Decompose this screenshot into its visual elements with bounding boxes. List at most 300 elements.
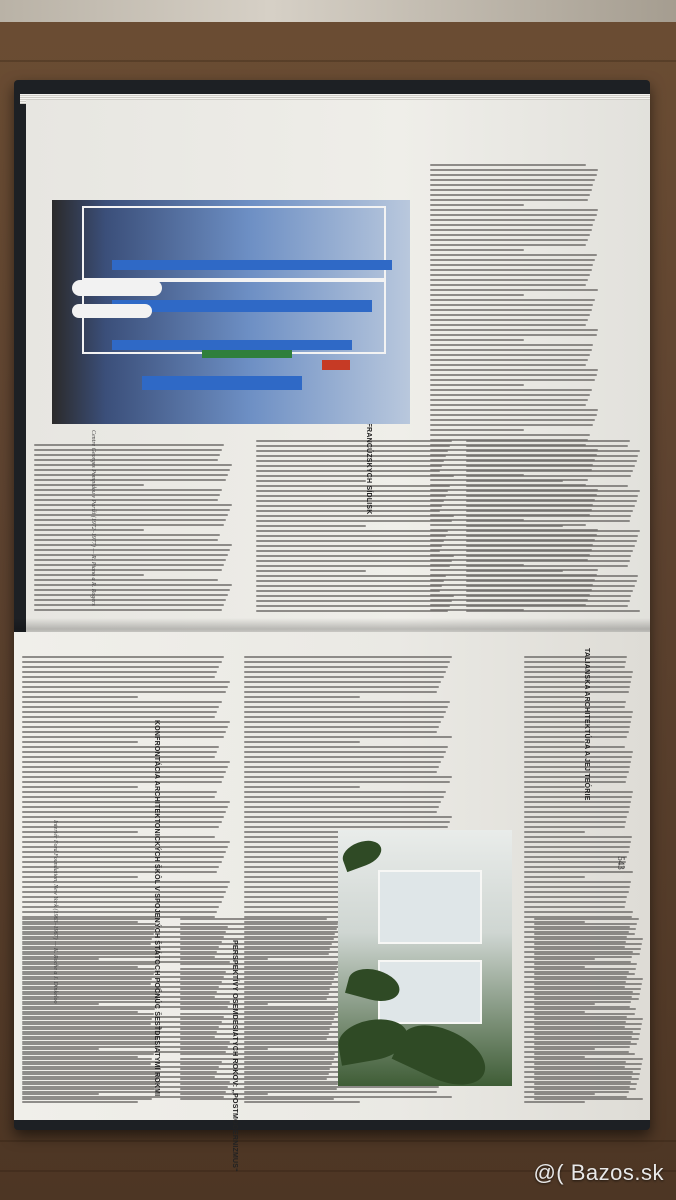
- text-line: [430, 434, 590, 436]
- text-column: [34, 444, 234, 611]
- text-line: [524, 811, 629, 813]
- text-line: [524, 736, 627, 738]
- foliage: [392, 1013, 495, 1086]
- text-line: [430, 229, 592, 231]
- text-line: [466, 495, 638, 497]
- text-line: [244, 686, 439, 688]
- text-line: [524, 881, 631, 883]
- text-line: [466, 510, 633, 512]
- text-line: [244, 721, 441, 723]
- text-line: [22, 786, 138, 788]
- text-line: [430, 414, 597, 416]
- text-line: [524, 711, 633, 713]
- text-line: [180, 948, 330, 950]
- text-line: [466, 505, 635, 507]
- text-line: [22, 1043, 156, 1045]
- text-line: [244, 1101, 360, 1103]
- text-line: [256, 485, 450, 487]
- text-line: [524, 666, 625, 668]
- text-line: [534, 1013, 635, 1015]
- text-line: [244, 661, 450, 663]
- text-line: [34, 469, 230, 471]
- text-line: [524, 791, 633, 793]
- text-line: [466, 555, 631, 557]
- text-line: [180, 1028, 330, 1030]
- text-line: [256, 560, 452, 562]
- text-line: [524, 751, 633, 753]
- text-line: [256, 610, 448, 612]
- text-line: [244, 826, 448, 828]
- text-line: [244, 801, 441, 803]
- text-line: [180, 1073, 329, 1075]
- text-line: [244, 706, 448, 708]
- text-line: [524, 841, 631, 843]
- text-line: [244, 781, 450, 783]
- text-line: [22, 948, 161, 950]
- text-line: [430, 254, 597, 256]
- text-line: [180, 963, 338, 965]
- photo-garden-interior: [338, 830, 512, 1086]
- text-line: [534, 1093, 595, 1095]
- text-line: [256, 480, 366, 482]
- text-line: [256, 605, 450, 607]
- text-line: [22, 766, 228, 768]
- text-line: [534, 928, 636, 930]
- photo-caption-bottom: Interiér Ford Foundation, New York (1963–1967) — K. Roche a J. Dinkeloo: [52, 820, 58, 1004]
- text-line: [244, 736, 452, 738]
- text-line: [22, 726, 228, 728]
- text-line: [22, 741, 138, 743]
- text-line: [180, 923, 338, 925]
- text-line: [180, 1093, 268, 1095]
- text-line: [34, 604, 224, 606]
- text-line: [34, 544, 232, 546]
- text-line: [466, 530, 640, 532]
- text-line: [534, 953, 640, 955]
- text-line: [244, 756, 444, 758]
- text-line: [430, 234, 590, 236]
- text-line: [534, 1053, 635, 1055]
- text-line: [524, 716, 632, 718]
- text-line: [34, 534, 220, 536]
- text-line: [34, 609, 222, 611]
- text-line: [22, 1038, 158, 1040]
- text-line: [22, 696, 138, 698]
- text-line: [22, 816, 224, 818]
- text-line: [524, 871, 633, 873]
- text-line: [34, 444, 224, 446]
- text-line: [22, 1073, 159, 1075]
- text-line: [466, 610, 640, 612]
- text-line: [256, 595, 454, 597]
- text-line: [244, 656, 452, 658]
- text-line: [256, 540, 444, 542]
- text-line: [430, 344, 593, 346]
- text-line: [22, 1048, 99, 1050]
- text-line: [244, 741, 360, 743]
- text-line: [524, 696, 585, 698]
- text-line: [22, 751, 217, 753]
- text-line: [256, 500, 444, 502]
- text-line: [430, 209, 598, 211]
- text-line: [430, 259, 595, 261]
- text-line: [534, 963, 637, 965]
- text-line: [524, 876, 585, 878]
- text-line: [534, 918, 639, 920]
- text-line: [180, 1043, 338, 1045]
- text-line: [524, 911, 633, 913]
- text-line: [22, 1018, 152, 1020]
- text-line: [256, 465, 442, 467]
- text-line: [256, 490, 448, 492]
- palm-leaf: [339, 836, 385, 872]
- text-line: [256, 545, 442, 547]
- text-line: [22, 791, 217, 793]
- photo-caption-top: Centre Georges Pompidou v Paríži (1972–1977) — R. Piano a R. Rogers: [90, 430, 96, 606]
- text-line: [430, 319, 588, 321]
- floor-top-strip: [0, 0, 676, 22]
- text-line: [22, 943, 151, 945]
- text-line: [22, 1088, 155, 1090]
- text-line: [22, 701, 222, 703]
- text-line: [256, 460, 444, 462]
- text-line: [34, 524, 224, 526]
- text-line: [430, 174, 597, 176]
- text-line: [524, 831, 585, 833]
- text-line: [430, 399, 588, 401]
- text-line: [22, 1053, 154, 1055]
- text-line: [180, 1023, 332, 1025]
- text-line: [534, 933, 635, 935]
- text-line: [430, 359, 588, 361]
- text-line: [466, 535, 638, 537]
- text-line: [256, 520, 452, 522]
- text-line: [534, 983, 642, 985]
- text-line: [22, 676, 215, 678]
- text-line: [466, 540, 637, 542]
- text-line: [524, 896, 627, 898]
- text-line: [430, 224, 593, 226]
- text-line: [244, 711, 446, 713]
- text-line: [180, 973, 335, 975]
- text-line: [466, 460, 637, 462]
- text-line: [256, 600, 452, 602]
- text-line: [430, 384, 524, 386]
- text-line: [180, 1058, 334, 1060]
- text-line: [244, 751, 446, 753]
- text-line: [466, 475, 631, 477]
- text-line: [256, 550, 440, 552]
- text-line: [466, 485, 628, 487]
- text-line: [244, 681, 441, 683]
- text-line: [34, 529, 144, 531]
- text-line: [244, 816, 452, 818]
- text-line: [466, 520, 630, 522]
- text-line: [430, 244, 586, 246]
- text-line: [180, 1068, 330, 1070]
- text-line: [524, 746, 625, 748]
- text-column: [466, 440, 642, 612]
- text-line: [34, 504, 232, 506]
- text-line: [534, 1028, 641, 1030]
- text-line: [466, 560, 630, 562]
- text-line: [430, 339, 524, 341]
- text-line: [180, 983, 332, 985]
- text-line: [430, 194, 590, 196]
- text-line: [430, 429, 524, 431]
- text-line: [244, 766, 439, 768]
- text-line: [256, 515, 454, 517]
- text-line: [430, 279, 588, 281]
- text-line: [244, 666, 448, 668]
- text-line: [244, 676, 444, 678]
- text-line: [534, 1078, 639, 1080]
- text-line: [22, 938, 152, 940]
- text-line: [534, 1008, 636, 1010]
- text-line: [534, 973, 635, 975]
- text-line: [22, 958, 99, 960]
- text-line: [22, 666, 219, 668]
- text-line: [430, 369, 598, 371]
- text-line: [430, 289, 598, 291]
- text-line: [22, 756, 215, 758]
- text-line: [22, 998, 158, 1000]
- text-line: [524, 741, 585, 743]
- text-line: [534, 1068, 641, 1070]
- text-line: [430, 424, 593, 426]
- text-line: [466, 580, 637, 582]
- text-line: [180, 1018, 334, 1020]
- text-line: [22, 923, 156, 925]
- text-line: [430, 269, 592, 271]
- text-line: [524, 786, 585, 788]
- text-line: [22, 776, 224, 778]
- text-line: [524, 806, 630, 808]
- text-line: [524, 671, 633, 673]
- text-line: [22, 671, 217, 673]
- text-line: [22, 781, 222, 783]
- text-line: [22, 1023, 151, 1025]
- text-line: [524, 796, 632, 798]
- text-line: [524, 891, 629, 893]
- text-line: [534, 998, 639, 1000]
- text-line: [524, 771, 629, 773]
- text-line: [22, 736, 224, 738]
- text-line: [534, 1083, 637, 1085]
- text-line: [22, 963, 156, 965]
- watermark-logo: @( Bazos.sk: [533, 1160, 664, 1185]
- text-line: [534, 923, 637, 925]
- text-line: [256, 440, 452, 442]
- text-line: [180, 1098, 334, 1100]
- text-line: [180, 993, 329, 995]
- text-line: [244, 696, 360, 698]
- text-line: [180, 943, 332, 945]
- text-line: [22, 983, 151, 985]
- text-line: [256, 530, 448, 532]
- text-line: [180, 1003, 268, 1005]
- text-line: [466, 585, 635, 587]
- text-line: [466, 570, 563, 572]
- text-line: [22, 993, 159, 995]
- text-line: [534, 943, 642, 945]
- text-line: [34, 564, 224, 566]
- text-line: [430, 394, 590, 396]
- text-line: [466, 550, 633, 552]
- text-line: [244, 716, 444, 718]
- text-line: [466, 590, 633, 592]
- text-line: [534, 1088, 636, 1090]
- text-line: [524, 816, 627, 818]
- text-line: [524, 906, 625, 908]
- text-line: [256, 585, 442, 587]
- text-line: [22, 771, 226, 773]
- text-line: [22, 706, 219, 708]
- text-line: [524, 676, 632, 678]
- text-line: [22, 721, 230, 723]
- text-line: [34, 574, 144, 576]
- text-line: [430, 409, 598, 411]
- text-line: [430, 184, 593, 186]
- text-line: [466, 470, 633, 472]
- white-vent-pipe: [72, 304, 152, 318]
- text-line: [430, 364, 586, 366]
- text-line: [22, 918, 158, 920]
- text-line: [466, 455, 638, 457]
- text-line: [22, 1068, 161, 1070]
- text-line: [524, 701, 626, 703]
- text-line: [430, 294, 524, 296]
- text-line: [256, 575, 446, 577]
- text-line: [34, 499, 218, 501]
- text-line: [430, 304, 593, 306]
- text-line: [466, 480, 563, 482]
- text-line: [22, 1013, 154, 1015]
- text-line: [430, 379, 595, 381]
- text-line: [22, 1028, 161, 1030]
- text-line: [256, 455, 446, 457]
- text-line: [22, 761, 230, 763]
- text-line: [524, 1101, 585, 1103]
- text-line: [256, 510, 440, 512]
- text-line: [22, 831, 138, 833]
- text-column: [534, 918, 644, 1100]
- text-line: [22, 681, 230, 683]
- text-line: [430, 374, 597, 376]
- text-line: [180, 1033, 329, 1035]
- window: [378, 870, 482, 944]
- text-line: [180, 928, 337, 930]
- text-line: [244, 701, 450, 703]
- text-line: [180, 1053, 335, 1055]
- text-line: [34, 594, 228, 596]
- text-line: [534, 948, 641, 950]
- text-line: [244, 791, 446, 793]
- text-line: [430, 324, 586, 326]
- text-line: [22, 746, 219, 748]
- text-line: [34, 494, 220, 496]
- page-number-bottom: 543: [615, 856, 626, 870]
- text-line: [534, 1098, 643, 1100]
- text-line: [34, 549, 230, 551]
- text-line: [22, 711, 217, 713]
- text-line: [22, 801, 230, 803]
- text-line: [180, 958, 268, 960]
- text-line: [430, 164, 586, 166]
- floor-grain-line: [0, 60, 676, 62]
- text-line: [256, 525, 366, 527]
- text-line: [524, 861, 626, 863]
- text-line: [256, 570, 366, 572]
- text-line: [466, 465, 635, 467]
- blue-duct: [142, 376, 302, 390]
- text-line: [524, 866, 625, 868]
- text-line: [180, 1013, 335, 1015]
- text-line: [244, 821, 450, 823]
- text-line: [34, 519, 226, 521]
- text-line: [34, 489, 222, 491]
- text-line: [22, 1098, 152, 1100]
- text-line: [180, 978, 334, 980]
- blue-duct: [112, 340, 352, 350]
- text-line: [524, 731, 629, 733]
- text-line: [34, 484, 144, 486]
- text-line: [466, 525, 563, 527]
- text-line: [244, 776, 452, 778]
- text-line: [430, 264, 593, 266]
- text-line: [466, 600, 630, 602]
- text-line: [22, 876, 138, 878]
- text-line: [466, 490, 640, 492]
- text-line: [534, 1018, 643, 1020]
- text-line: [22, 1033, 159, 1035]
- text-line: [430, 314, 590, 316]
- text-line: [22, 796, 215, 798]
- floor-grain-line: [0, 1140, 676, 1142]
- text-line: [244, 731, 437, 733]
- text-line: [22, 716, 215, 718]
- text-line: [524, 776, 627, 778]
- text-line: [524, 721, 631, 723]
- text-line: [256, 505, 442, 507]
- text-line: [34, 539, 218, 541]
- text-line: [180, 988, 330, 990]
- text-line: [430, 329, 598, 331]
- text-line: [430, 349, 592, 351]
- text-column: [22, 918, 162, 1100]
- text-line: [34, 464, 232, 466]
- text-line: [430, 199, 588, 201]
- text-line: [466, 545, 635, 547]
- text-line: [22, 1093, 99, 1095]
- text-line: [180, 938, 334, 940]
- text-line: [524, 726, 630, 728]
- text-line: [22, 953, 159, 955]
- text-line: [524, 851, 629, 853]
- text-line: [244, 796, 444, 798]
- text-line: [534, 1058, 643, 1060]
- text-line: [430, 354, 590, 356]
- text-line: [430, 419, 595, 421]
- text-line: [534, 938, 643, 940]
- text-line: [244, 771, 437, 773]
- text-line: [524, 781, 626, 783]
- text-line: [534, 1073, 640, 1075]
- text-line: [256, 580, 444, 582]
- text-line: [534, 988, 641, 990]
- section-heading: TALIANSKA ARCHITEKTÚRA A JEJ TEÓRIE: [583, 648, 590, 801]
- text-line: [34, 509, 230, 511]
